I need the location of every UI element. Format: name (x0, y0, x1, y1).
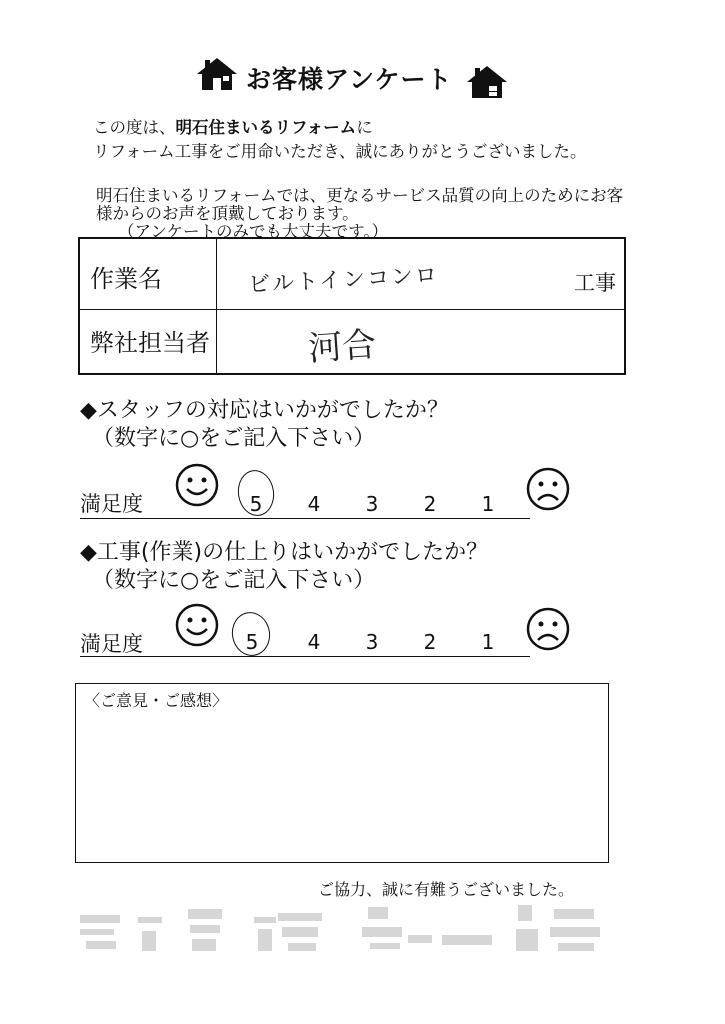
info-table (78, 237, 626, 375)
work-name-label: 作業名 (90, 265, 162, 293)
intro-line-2: リフォーム工事をご用命いただき、誠にありがとうございました。 (93, 142, 587, 161)
question-2: ◆工事(作業)の仕上りはいかがでしたか？ (80, 540, 489, 565)
satisfaction-label: 満足度 (80, 492, 143, 516)
frown-face-icon (525, 606, 571, 652)
rating-option-1[interactable]: 1 (481, 630, 495, 654)
satisfaction-label: 満足度 (80, 632, 143, 656)
intro-line-3: 明石住まいるリフォームでは、更なるサービス品質の向上のためにお客 (96, 186, 624, 205)
thanks-message: ご協力、誠に有難うございました。 (318, 880, 575, 899)
house-icon (466, 64, 508, 100)
staff-field[interactable]: 河合 (306, 324, 378, 370)
intro-line-1: この度は、明石住まいるリフォームに (93, 118, 373, 137)
frown-face-icon (525, 466, 571, 512)
rating-option-4[interactable]: 4 (307, 492, 321, 516)
rating-underline (80, 518, 530, 519)
rating-option-4[interactable]: 4 (307, 630, 321, 654)
work-suffix: 工事 (574, 271, 616, 295)
faded-footer (78, 905, 608, 965)
rating-option-2[interactable]: 2 (423, 630, 437, 654)
rating-option-3[interactable]: 3 (365, 492, 379, 516)
staff-label: 弊社担当者 (90, 329, 210, 357)
comment-label: 〈ご意見・ご感想〉 (84, 691, 229, 710)
house-icon (196, 56, 238, 92)
rating-option-5[interactable]: 5 (249, 492, 263, 516)
rating-option-5[interactable]: 5 (245, 630, 259, 654)
smile-face-icon (174, 602, 220, 648)
question-1: ◆スタッフの対応はいかがでしたか？ (80, 398, 449, 423)
intro-line-5: （アンケートのみでも大丈夫です。） (118, 222, 388, 241)
question-1-instruction: （数字に○をご記入下さい） (92, 426, 376, 451)
rating-option-3[interactable]: 3 (365, 630, 379, 654)
company-name: 明石住まいるリフォーム (175, 118, 357, 137)
rating-option-2[interactable]: 2 (423, 492, 437, 516)
page-title: お客様アンケート (246, 65, 453, 94)
intro-line-4: 様からのお声を頂戴しております。 (96, 204, 359, 223)
smile-face-icon (174, 462, 220, 508)
work-name-field[interactable]: ビルトインコンロ (247, 263, 440, 298)
comment-box[interactable] (75, 683, 609, 863)
rating-underline (80, 656, 530, 657)
rating-option-1[interactable]: 1 (481, 492, 495, 516)
question-2-instruction: （数字に○をご記入下さい） (92, 568, 376, 593)
